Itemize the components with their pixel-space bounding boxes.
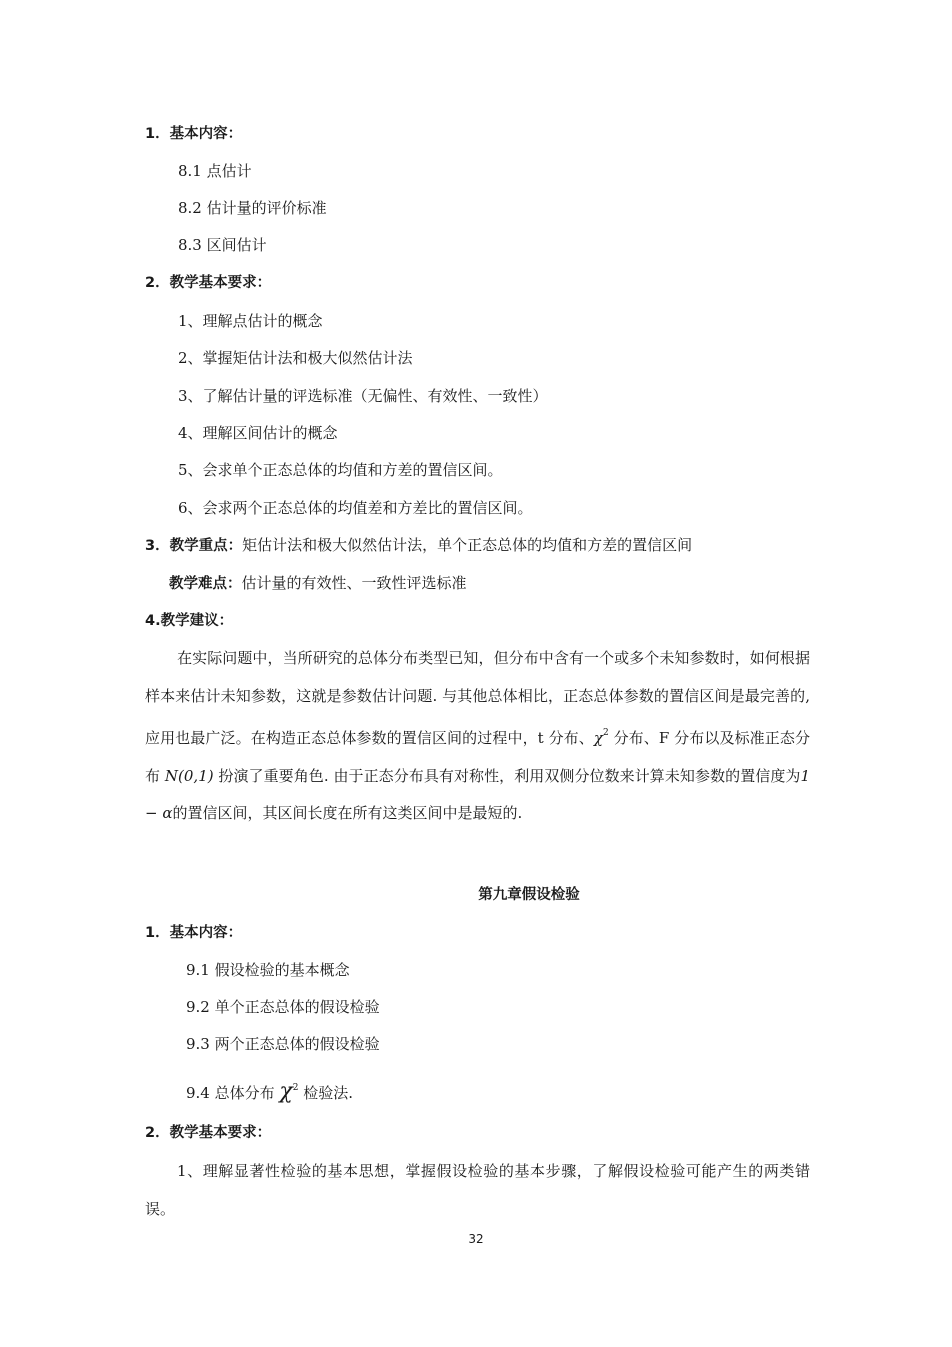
- requirement-item: 4、理解区间估计的概念: [178, 424, 338, 442]
- section-heading-content: 1．基本内容：: [145, 925, 243, 941]
- alpha-expression: 1 − α: [145, 766, 810, 822]
- content-item: [186, 1074, 353, 1107]
- difficulty-line: [169, 573, 467, 594]
- content-item: 9.1 假设检验的基本概念: [186, 961, 350, 979]
- difficulty-label: 教学难点：: [169, 576, 242, 592]
- chi-superscript: 2: [602, 728, 609, 738]
- suggestion-text-2: 分布、F 分布以及标准正态分布: [145, 729, 810, 785]
- chi-symbol: χ: [279, 1079, 293, 1104]
- content-item: 8.2 估计量的评价标准: [178, 199, 327, 217]
- section-heading-content: 1．基本内容：: [145, 126, 243, 142]
- key-points-label: 3．教学重点：: [145, 538, 243, 554]
- chi-symbol: χ: [593, 729, 603, 747]
- content-item: 8.3 区间估计: [178, 236, 267, 254]
- page-number: 32: [468, 1232, 484, 1246]
- content-item: 9.2 单个正态总体的假设检验: [186, 998, 380, 1016]
- section-heading-requirements: 2．教学基本要求：: [145, 1125, 272, 1141]
- section-heading-requirements: 2．教学基本要求：: [145, 275, 272, 291]
- chapter-title: 第九章假设检验: [478, 887, 580, 903]
- key-points-line: [145, 535, 692, 556]
- suggestion-heading: 4.教学建议：: [145, 613, 234, 629]
- item4-prefix: 9.4 总体分布: [186, 1084, 280, 1102]
- requirement-item: 1、理解点估计的概念: [178, 312, 323, 330]
- suggestion-text-3: 扮演了重要角色. 由于正态分布具有对称性，利用双侧分位数来计算未知参数的置信度为: [213, 766, 801, 785]
- requirement-paragraph: [145, 1153, 810, 1228]
- normal-notation: N(0,1): [164, 766, 214, 785]
- key-points-text: 矩估计法和极大似然估计法，单个正态总体的均值和方差的置信区间: [242, 536, 693, 554]
- item4-suffix: 检验法.: [298, 1084, 354, 1102]
- chi-superscript: 2: [292, 1083, 299, 1093]
- requirement-text: 1、理解显著性检验的基本思想，掌握假设检验的基本步骤，了解假设检验可能产生的两类错误。: [145, 1162, 810, 1218]
- content-item: 8.1 点估计: [178, 162, 252, 180]
- suggestion-text-4: 的置信区间，其区间长度在所有这类区间中是最短的.: [172, 804, 523, 822]
- difficulty-text: 估计量的有效性、一致性评选标准: [241, 574, 467, 592]
- requirement-item: 6、会求两个正态总体的均值差和方差比的置信区间。: [178, 499, 533, 517]
- requirement-item: 5、会求单个正态总体的均值和方差的置信区间。: [178, 461, 503, 479]
- suggestion-paragraph: [145, 640, 810, 833]
- suggestion-text-1: 在实际问题中，当所研究的总体分布类型已知，但分布中含有一个或多个未知参数时，如何根据样本来估计未知参数，这就是参数估计问题. 与其他总体相比，正态总体参数的置信区间是最完善的,应用也最广泛。在构造正态总体参数的置信区间的过程中，t 分布、: [145, 649, 810, 747]
- requirement-item: 2、掌握矩估计法和极大似然估计法: [178, 349, 413, 367]
- requirement-item: 3、了解估计量的评选标准（无偏性、有效性、一致性）: [178, 387, 548, 405]
- content-item: 9.3 两个正态总体的假设检验: [186, 1035, 380, 1053]
